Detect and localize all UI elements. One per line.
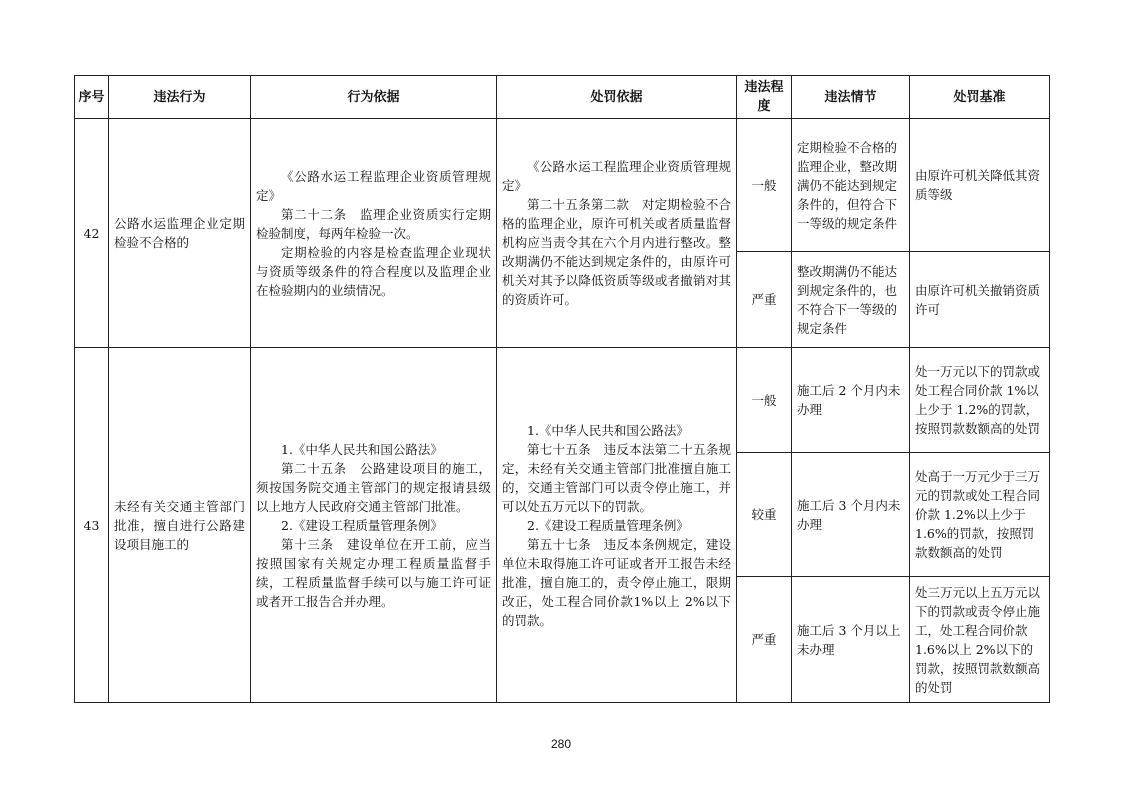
header-penalty-basis: 处罚依据 (497, 76, 737, 119)
header-seq: 序号 (75, 76, 109, 119)
violation-circumstance: 施工后 3 个月内未办理 (792, 453, 910, 577)
violation-degree: 严重 (737, 252, 792, 348)
penalty-standard: 由原许可机关降低其资质等级 (910, 119, 1050, 252)
violation-circumstance: 定期检验不合格的监理企业，整改期满仍不能达到规定条件的，但符合下一等级的规定条件 (792, 119, 910, 252)
violation-circumstance: 施工后 3 个月以上未办理 (792, 577, 910, 703)
penalty-standard: 处一万元以下的罚款或处工程合同价款 1%以上少于 1.2%的罚款，按照罚款数额高的处罚 (910, 348, 1050, 453)
table-row (75, 348, 1050, 453)
violation-behavior-text: 未经有关交通主管部门批准，擅自进行公路建设项目施工的 (114, 498, 245, 552)
penalty-standard: 由原许可机关撤销资质许可 (910, 252, 1050, 348)
page-number: 280 (550, 737, 572, 751)
header-circumstance: 违法情节 (792, 76, 910, 119)
penalty-standard: 处高于一万元少于三万元的罚款或处工程合同价款 1.2%以上少于 1.6%的罚款，按照罚款数额高的处罚 (910, 453, 1050, 577)
penalty-paragraph: 《公路水运工程监理企业资质管理规定》 (502, 159, 731, 193)
regulation-table (74, 75, 1050, 703)
behavior-basis (251, 348, 497, 703)
penalty-basis (497, 119, 737, 348)
violation-behavior (109, 119, 251, 348)
basis-paragraph: 《公路水运工程监理企业资质管理规定》 (256, 168, 491, 203)
violation-degree: 严重 (737, 577, 792, 703)
header-standard: 处罚基准 (910, 76, 1050, 119)
basis-paragraph: 2.《建设工程质量管理条例》 (281, 517, 443, 533)
header-behavior: 违法行为 (109, 76, 251, 119)
penalty-paragraph: 第七十五条 违反本法第二十五条规定，未经有关交通主管部门批准擅自施工的，交通主管部门可以责令停止施工，并可以处五万元以下的罚款。 (502, 441, 731, 514)
penalty-paragraph: 第五十七条 违反本条例规定，建设单位未取得施工许可证或者开工报告未经批准，擅自施工的，责令停止施工，限期改正，处工程合同价款1%以上 2%以下的罚款。 (502, 536, 731, 628)
violation-behavior-text: 公路水运监理企业定期检验不合格的 (114, 216, 245, 250)
basis-paragraph: 定期检验的内容是检查监理企业现状与资质等级条件的符合程度以及监理企业在检验期内的业绩情况。 (256, 244, 491, 298)
violation-degree: 一般 (737, 119, 792, 252)
penalty-basis (497, 348, 737, 703)
penalty-paragraph: 1.《中华人民共和国公路法》 (527, 422, 689, 438)
basis-paragraph: 第十三条 建设单位在开工前，应当按照国家有关规定办理工程质量监督手续，工程质量监督手续可以与施工许可证或者开工报告合并办理。 (256, 536, 491, 609)
violation-behavior (109, 348, 251, 703)
basis-paragraph: 1.《中华人民共和国公路法》 (281, 441, 443, 457)
header-row (75, 76, 1050, 119)
row-number: 42 (75, 119, 109, 348)
row-number: 43 (75, 348, 109, 703)
table-row (75, 119, 1050, 252)
violation-degree: 一般 (737, 348, 792, 453)
behavior-basis (251, 119, 497, 348)
penalty-paragraph: 第二十五条第二款 对定期检验不合格的监理企业，原许可机关或者质量监督机构应当责令其在六个月内进行整改。整改期满仍不能达到规定条件的，由原许可机关对其予以降低资质等级或者撤销对其的资质许可。 (502, 197, 731, 307)
header-basis: 行为依据 (251, 76, 497, 119)
basis-paragraph: 第二十五条 公路建设项目的施工，须按国务院交通主管部门的规定报请县级以上地方人民政府交通主管部门批准。 (256, 460, 491, 514)
violation-circumstance: 整改期满仍不能达到规定条件的，也不符合下一等级的规定条件 (792, 252, 910, 348)
basis-paragraph: 第二十二条 监理企业资质实行定期检验制度，每两年检验一次。 (256, 206, 491, 241)
penalty-standard: 处三万元以上五万元以下的罚款或责令停止施工，处工程合同价款 1.6%以上 2%以下的罚款，按照罚款数额高的处罚 (910, 577, 1050, 703)
penalty-paragraph: 2.《建设工程质量管理条例》 (527, 517, 689, 533)
violation-degree: 较重 (737, 453, 792, 577)
header-degree: 违法程度 (737, 76, 792, 119)
violation-circumstance: 施工后 2 个月内未办理 (792, 348, 910, 453)
